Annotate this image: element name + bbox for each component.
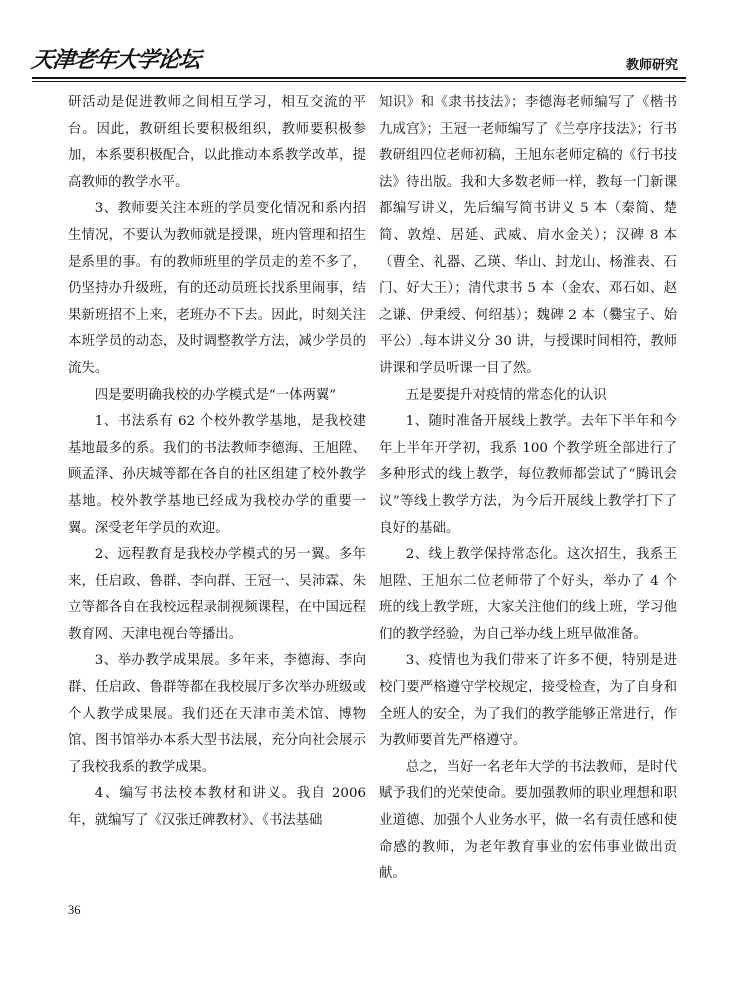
paragraph: 3、疫情也为我们带来了许多不便，特别是进校门要严格遵守学校规定，接受检查，为了自身和全班人的安全，为了我们的教学能够正常进行，作为教师要首先严格遵守。 bbox=[379, 653, 677, 749]
paragraph: 总之，当好一名老年大学的书法教师，是时代赋予我们的光荣使命。要加强教师的职业理想和职业道德、加强个人业务水平，做一名有责任感和使命感的教师，为老年教育事业的宏伟事业做出贡献。 bbox=[379, 759, 677, 882]
paragraph: 4、编写书法校本教材和讲义。我自 2006 年，就编写了《汉张迁碑教材》、《书法基础 bbox=[68, 786, 366, 829]
paragraph: 3、教师要关注本班的学员变化情况和系内招生情况，不要认为教师就是授课，班内管理和招生是系里的事。有的教师班里的学员走的差不多了，仍坚持办升级班，有的还动员班长找系里闹事，结果新班招不上来，老班办不下去。因此，时刻关注本班学员的动态，及时调整教学方法，减少学员的流失。 bbox=[68, 201, 366, 376]
paragraph: 知识》和《隶书技法》；李德海老师编写了《楷书九成宫》；王冠一老师编写了《兰亭序技法》；行书教研组四位老师初稿，王旭东老师定稿的《行书技法》待出版。我和大多数老师一样，教每一门新课都编写讲义，先后编写简书讲义 5 本（秦简、楚简、敦煌、居延、武威、肩水金关）；汉碑 8 本（曹全、礼器、乙瑛、华山、封龙山、杨淮表、石门、好大王）；清代隶书 5 本（金农、邓石如、赵之谦、伊秉绶、何绍基）；魏碑 2 本（爨宝子、始平公）.每本讲义分 30 讲，与授课时间相符，教师讲课和学员听课一目了然。 bbox=[379, 95, 677, 376]
paragraph: 2、远程教育是我校办学模式的另一翼。多年来，任启政、鲁群、李向群、王冠一、吴沛霖、朱立等都各自在我校远程录制视频课程，在中国远程教育网、天津电视台等播出。 bbox=[68, 547, 366, 642]
paragraph: 1、随时准备开展线上教学。去年下半年和今年上半年开学初，我系 100 个教学班全部进行了多种形式的线上教学，每位教师都尝试了“腾讯会议”等线上教学方法，为今后开展线上教学打下了良好的基础。 bbox=[379, 414, 677, 536]
paragraph: 研活动是促进教师之间相互学习，相互交流的平台。因此，教研组长要积极组织，教师要积极参加，本系要积极配合，以此推动本系教学改革，提高教师的教学水平。 bbox=[68, 95, 366, 190]
right-column bbox=[379, 90, 677, 888]
paragraph: 3、举办教学成果展。多年来，李德海、李向群、任启政、鲁群等都在我校展厅多次举办班级或个人教学成果展。我们还在天津市美术馆、博物馆、图书馆举办本系大型书法展，充分向社会展示了我校我系的教学成果。 bbox=[68, 653, 366, 775]
left-column bbox=[68, 90, 366, 835]
paragraph: 1、书法系有 62 个校外教学基地，是我校建基地最多的系。我们的书法教师李德海、王旭陞、顾孟泽、孙庆城等都在各自的社区组建了校外教学基地。校外教学基地已经成为我校办学的重要一翼。深受老年学员的欢迎。 bbox=[68, 414, 366, 536]
header-rule bbox=[32, 77, 686, 79]
journal-logo bbox=[29, 40, 202, 76]
paragraph: 2、线上教学保持常态化。这次招生，我系王旭陞、王旭东二位老师带了个好头，举办了 4 个班的线上教学班，大家关注他们的线上班，学习他们的教学经验，为自己举办线上班早做准备。 bbox=[379, 547, 677, 642]
journal-logo-text: 天津老年大学论坛 bbox=[29, 46, 202, 73]
section-heading: 五是要提升对疫情的常态化的认识 bbox=[405, 387, 607, 403]
header-rule-thin bbox=[32, 81, 686, 82]
section-label: 教师研究 bbox=[625, 58, 678, 73]
section-heading: 四是要明确我校的办学模式是“一体两翼” bbox=[94, 387, 337, 403]
page-number: 36 bbox=[68, 903, 81, 917]
